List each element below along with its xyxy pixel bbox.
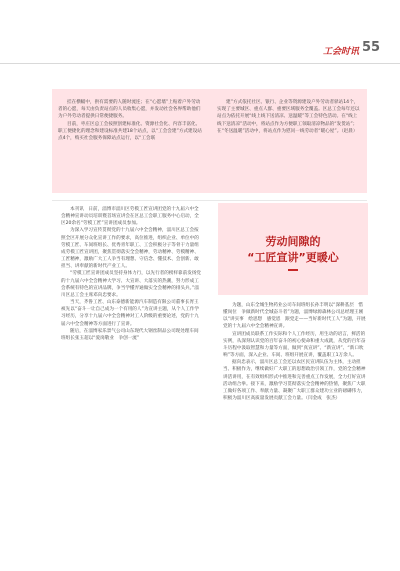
feature-title-line1: 劳动间隙的 (265, 235, 321, 248)
article-left-column (61, 206, 203, 342)
section-divider (52, 200, 367, 201)
article-paragraph: 宣讲团成员联系工作实际和个人工作经历，用生动的语言，鲜活的实例，从深刻认识党的百年奋斗的初心使命和重大成就，从党的百年奋斗历程中汲取智慧和力量等方面，做到“真宣讲”、“新宣讲”、“新口吹响”等方面，深入企业、车间、班组开展宣讲，覆盖职工1万余人。 (223, 331, 366, 359)
top-right-column (217, 99, 361, 135)
article-paragraph: 据向忠表示，淄川区总工会还以农区民宣讲队伍为主体，主动担当、积极作为，继续做好广大职工的思想政治引领工作，党的全会精神讲活讲用，在有效组织形式中推进和完善重点工作发展，全力打好宣讲活动组合拳。接下来，激励学习贯彻落实全会精神的热情，聚焦广大职工做好各项工作、奉献力量、凝聚广大职工群众建功立业的磅礴伟力，积极为淄川区高质量发展贡献工会力量。（闫金成 张杰） (223, 360, 366, 402)
top-left-paragraph: 挂在横幅中，供有需要的人随时流连；在“心愿墙”上贴着户外劳动者的心愿，每天由负责站点的人员收集心愿，并发动社会各界帮助他们为户外劳动者提供日常便捷服务。 (58, 100, 201, 120)
article-paragraph: 为题，山东全城生物药业公司车间班组长孙丰明以“深耕基层 惜懂岗位 争做新时代全城奋斗者”为题，淄博绿源森林公司总经理王刚以“讲实事 绘思想 感觉恩 跟党走——当好新时代工人”为题，开展党的十九届六中全会精神宣讲。 (223, 303, 366, 330)
article-paragraph: 当天，齐鲁工匠、山东泰德新能源汽车制造有限公司董事长胥王祯先以“奋斗一让自己成为一个有用的人”为宣讲主题，从个人工作学习经历，分享十九届六中全会精神对工人阶级的重要论述，党的十九届六中全会精神等方面进行了宣讲。 (61, 300, 199, 327)
article-paragraph: 随后，在淄博家乐景气公司山东现代大钢丝制品公司现处理车间班组长张玉超以“爱岗敬业 争创一流” (61, 328, 199, 341)
article-paragraph: 本刊讯 日前，淄博市淄川区劳模工匠宣讲团党的十九届六中全会精神宣讲动员培训暨首场宣讲会在区总工会职工服务中心启动，全区20余名“劳模工匠”宣讲团成员参加。 (61, 207, 199, 227)
header-rule (0, 63, 400, 64)
top-left-paragraph: 目前，枣庄区总工会按照创建标准化、资源社会化、内容丰富化、职工便捷化的理念和建设标准共建18个站点，以“工会会建”方式建设站点4个，购买社会服务保障站点运行，以“工会联 (58, 121, 202, 142)
top-left-column (58, 99, 202, 142)
header-section-title: 工会时讯 (323, 47, 360, 57)
article-paragraph: “劳模工匠宣讲团成员坚持身体力行，以先行者的榜样靠前发扬党的十九届六中全会精神大学习、大宣讲、大落实的热潮，努力形成工会系统有特色的宣讲品牌，争当学懂弄通做实全会精神的排头兵。”淄川区总工会主席邓向忠要求。 (61, 271, 202, 298)
top-right-paragraph: 建”方式依托社区、银行、企业等资源建设户外劳动者驿站14个，实现了主要城区、重点人群、重要区域服务全覆盖。区总工会每年还以站点为依托开展“线上线下送清凉、送温暖”等工会特色活动。在“线上线下送清凉”活动中，将站点作为方便职工领取清凉物品的“发货站”；在“冬送温暖”活动中，将站点作为慰问一线劳动者“暖心屋”。（赵晨） (217, 100, 360, 134)
feature-title-box (218, 203, 368, 295)
page-number: 55 (362, 40, 381, 55)
top-article-box (52, 89, 367, 193)
article-paragraph: 为深入学习宣传贯彻党的十九届六中全会精神，淄川区总工会按照全区开展分众化宣讲工作的要求，高位推进，组织企业、单位中的劳模工匠、车间班组长、优秀青年职工、工会积极分子等骨干力量组成劳模工匠宣讲团，聚焦贯彻落实全会精神，劳动精神、劳模精神、工匠精神，激励广大工人争当有理想、守信念、懂技术、会创新、敢担当、讲奉献的新时代产业工人。 (61, 228, 199, 270)
feature-accent-bar (288, 269, 298, 271)
feature-title-line2: “工匠宣讲”更暖心 (247, 251, 339, 264)
article-right-column (223, 302, 366, 402)
